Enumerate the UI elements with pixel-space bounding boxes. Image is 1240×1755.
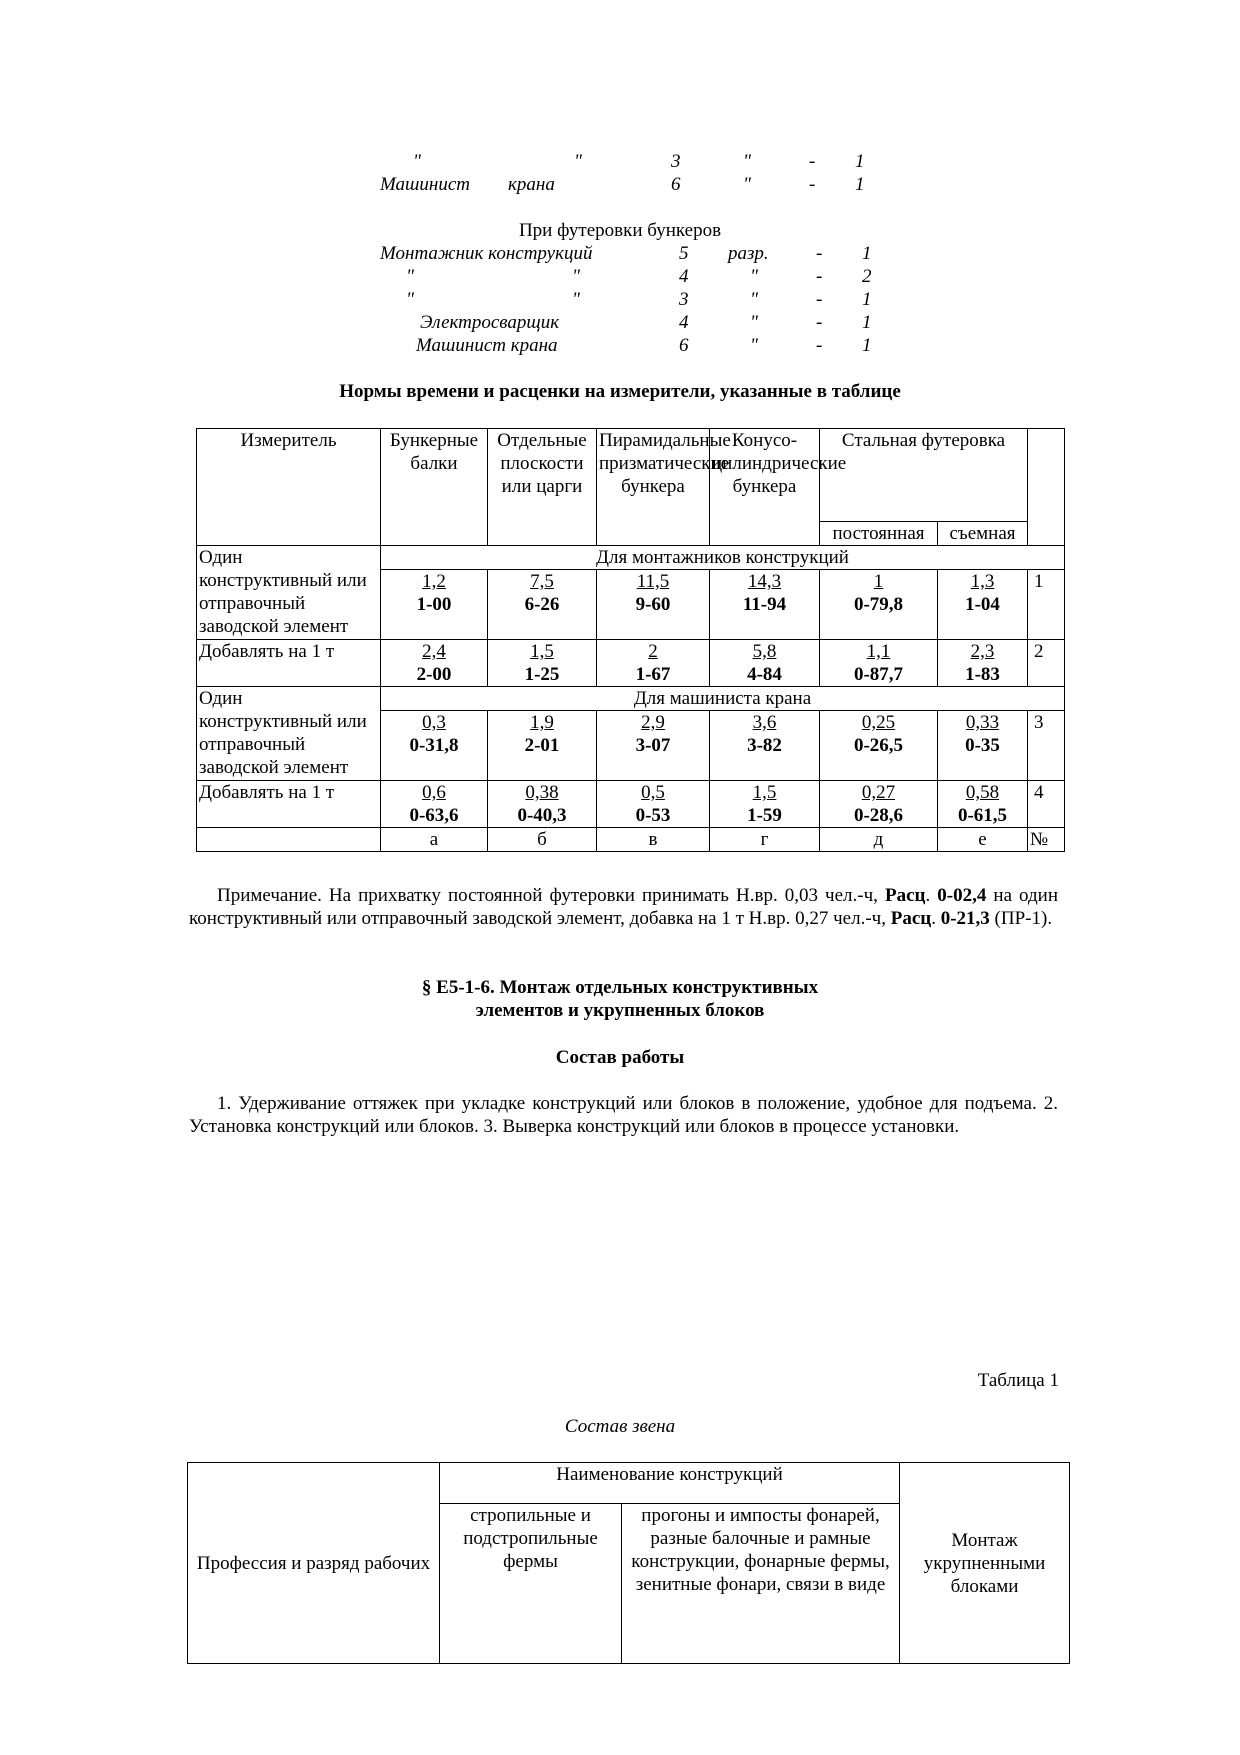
letters-empty — [197, 828, 381, 852]
crew-row-2-a: Машинист — [380, 174, 470, 195]
cell-4-e: 0,58 0-61,5 — [938, 781, 1028, 828]
group-installers: Для монтажников конструкций — [381, 546, 1065, 570]
crew-header-profession: Профессия и разряд рабочих — [188, 1463, 440, 1664]
lining-row-2-count: 2 — [862, 266, 872, 287]
cell-2-d: 1,1 0-87,7 — [820, 640, 938, 687]
header-steel: Стальная футеровка — [820, 429, 1028, 522]
letter-b: б — [488, 828, 597, 852]
lining-row-1-unit: разр. — [728, 243, 769, 264]
header-col-b: Отдельные плоскости или царги — [488, 429, 597, 546]
norms-title: Нормы времени и расценки на измерители, указанные в таблице — [339, 381, 901, 402]
lining-row-3-count: 1 — [862, 289, 872, 310]
crew-header-trusses: стропильные и подстропильные фермы — [440, 1504, 622, 1664]
lining-row-1-count: 1 — [862, 243, 872, 264]
crew-row-2-unit: " — [743, 174, 751, 195]
letter-d: д — [820, 828, 938, 852]
lining-row-4-count: 1 — [862, 312, 872, 333]
cell-3-g: 3,6 3-82 — [710, 711, 820, 781]
group-crane-operator: Для машиниста крана — [381, 687, 1065, 711]
crew-header-purlins: прогоны и импосты фонарей, разные балочные и рамные конструкции, фонарные фермы, зенитные фонари, связи в виде — [622, 1504, 900, 1664]
lining-row-5-count: 1 — [862, 335, 872, 356]
num-sign: № — [1028, 828, 1065, 852]
row-4-num: 4 — [1028, 781, 1065, 828]
crew-row-1-a: " — [413, 151, 421, 172]
cell-1-b: 7,5 6-26 — [488, 570, 597, 640]
lining-row-1-dash: - — [816, 243, 823, 264]
crew-title: Состав звена — [564, 1416, 676, 1437]
crew-row-1-count: 1 — [855, 151, 865, 172]
lining-row-3-unit: " — [750, 289, 758, 310]
cell-2-e: 2,3 1-83 — [938, 640, 1028, 687]
cell-1-d: 1 0-79,8 — [820, 570, 938, 640]
crew-row-2-dash: - — [809, 174, 816, 195]
row-1-label: Один конструктивный или отправочный заводской элемент — [197, 546, 381, 640]
work-title: Состав работы — [555, 1047, 685, 1068]
letter-g: г — [710, 828, 820, 852]
lining-row-2-a: " — [406, 266, 414, 287]
cell-3-e: 0,33 0-35 — [938, 711, 1028, 781]
cell-3-v: 2,9 3-07 — [597, 711, 710, 781]
note-paragraph: Примечание. На прихватку постоянной футеровки принимать Н.вр. 0,03 чел.-ч, Расц. 0-02,4 на один конструктивный или отправочный заводской элемент, добавка на 1 т Н.вр. 0,27 чел.-ч, Расц. 0-21,3 (ПР-1). — [189, 885, 1059, 929]
crew-row-1-b: " — [574, 151, 582, 172]
lining-row-2-dash: - — [816, 266, 823, 287]
cell-2-g: 5,8 4-84 — [710, 640, 820, 687]
cell-3-a: 0,3 0-31,8 — [381, 711, 488, 781]
cell-3-b: 1,9 2-01 — [488, 711, 597, 781]
norms-table — [196, 428, 1065, 852]
crew-row-2-grade: 6 — [671, 174, 681, 195]
lining-row-3-dash: - — [816, 289, 823, 310]
lining-row-4-grade: 4 — [679, 312, 689, 333]
cell-2-a: 2,4 2-00 — [381, 640, 488, 687]
row-3-label: Один конструктивный или отправочный заводской элемент — [197, 687, 381, 781]
letter-e: е — [938, 828, 1028, 852]
crew-row-2-count: 1 — [855, 174, 865, 195]
header-col-a: Бункерные балки — [381, 429, 488, 546]
row-1-num: 1 — [1028, 570, 1065, 640]
crew-row-1-grade: 3 — [671, 151, 681, 172]
header-meter: Измеритель — [197, 429, 381, 546]
cell-1-g: 14,3 11-94 — [710, 570, 820, 640]
row-2-num: 2 — [1028, 640, 1065, 687]
lining-row-5-unit: " — [750, 335, 758, 356]
lining-row-4-unit: " — [750, 312, 758, 333]
letter-a: а — [381, 828, 488, 852]
lining-header: При футеровки бункеров — [518, 220, 722, 241]
cell-1-a: 1,2 1-00 — [381, 570, 488, 640]
header-col-g: Конусо-цилиндрические бункера — [710, 429, 820, 546]
letter-v: в — [597, 828, 710, 852]
cell-2-b: 1,5 1-25 — [488, 640, 597, 687]
cell-4-d: 0,27 0-28,6 — [820, 781, 938, 828]
work-text: 1. Удерживание оттяжек при укладке конструкций или блоков в положение, удобное для подъема. 2. Установка конструкций или блоков. 3. Выверка конструкций или блоков в процессе установки. — [189, 1093, 1058, 1137]
lining-row-3-b: " — [572, 289, 580, 310]
lining-row-3-a: " — [406, 289, 414, 310]
crew-header-construction: Наименование конструкций — [440, 1463, 900, 1504]
cell-2-v: 2 1-67 — [597, 640, 710, 687]
cell-3-d: 0,25 0-26,5 — [820, 711, 938, 781]
lining-row-5-grade: 6 — [679, 335, 689, 356]
lining-row-2-b: " — [572, 266, 580, 287]
header-num-empty — [1028, 429, 1065, 546]
cell-4-a: 0,6 0-63,6 — [381, 781, 488, 828]
lining-row-3-grade: 3 — [679, 289, 689, 310]
crew-row-1-unit: " — [743, 151, 751, 172]
lining-row-4-dash: - — [816, 312, 823, 333]
row-3-num: 3 — [1028, 711, 1065, 781]
cell-4-v: 0,5 0-53 — [597, 781, 710, 828]
crew-header-blocks: Монтаж укрупненными блоками — [900, 1463, 1070, 1664]
lining-row-5-name: Машинист крана — [416, 335, 558, 356]
table-number: Таблица 1 — [977, 1370, 1059, 1391]
lining-row-2-grade: 4 — [679, 266, 689, 287]
lining-row-4-name: Электросварщик — [420, 312, 560, 333]
header-permanent: постоянная — [820, 522, 938, 546]
cell-4-b: 0,38 0-40,3 — [488, 781, 597, 828]
header-col-v: Пирамидальные призматические бункера — [597, 429, 710, 546]
crew-table — [187, 1462, 1070, 1664]
cell-1-v: 11,5 9-60 — [597, 570, 710, 640]
crew-row-2-b: крана — [508, 174, 555, 195]
lining-row-1-grade: 5 — [679, 243, 689, 264]
section-title: § Е5-1-6. Монтаж отдельных конструктивных элементов и укрупненных блоков — [421, 977, 819, 1021]
cell-1-e: 1,3 1-04 — [938, 570, 1028, 640]
lining-row-2-unit: " — [750, 266, 758, 287]
lining-row-1-name: Монтажник конструкций — [380, 243, 593, 264]
header-removable: съемная — [938, 522, 1028, 546]
row-4-label: Добавлять на 1 т — [197, 781, 381, 828]
lining-row-5-dash: - — [816, 335, 823, 356]
row-2-label: Добавлять на 1 т — [197, 640, 381, 687]
crew-row-1-dash: - — [809, 151, 816, 172]
cell-4-g: 1,5 1-59 — [710, 781, 820, 828]
